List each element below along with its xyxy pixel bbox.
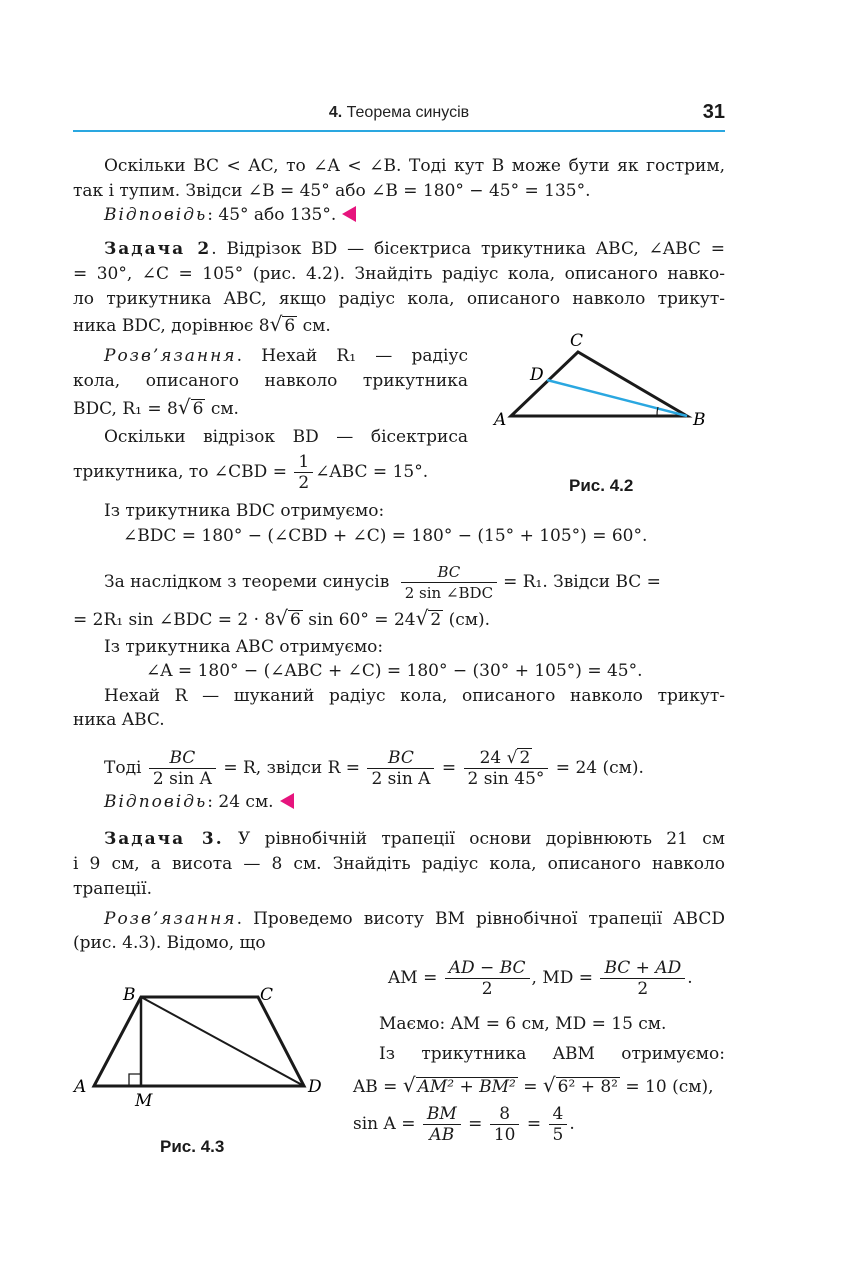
sol2-line-12: Нехай R — шуканий радіус кола, описаного навколо трикут- [104,686,725,706]
task2-text-4b: см. [302,316,331,336]
task3-label: Задача 3. [104,829,224,849]
figure-4-2 [490,330,720,440]
sol3-line-3: Маємо: AM = 6 см, MD = 15 см. [379,1014,667,1034]
label-c: C [260,985,274,1005]
denominator: 2 [637,979,649,999]
sol2-line-10: Із трикутника ABC отримуємо: [104,637,384,657]
chapter-title: Теорема синусів [346,104,470,121]
label-d: D [308,1077,322,1097]
sqrt-sign: √ [542,1073,556,1097]
sol2-line-14: Тоді $\frac{BC}{\text{2 sin A}}$ = R, звідси R = $\frac{BC}{\text{2 sin A}}$ = $\frac{24 √ 2}{2 \sin 45^\circ}$ = 24 (см). [104,748,644,789]
fraction-bm-ab [423,1104,461,1145]
formula-sina: sin A = [353,1114,416,1134]
sol3-line-5: AB = √ AM² + BM² = √ 6² + 8² = 10 (см), [353,1073,714,1097]
numerator: 24 √ 2 [464,748,549,769]
denominator: 2 sin A [371,769,431,789]
denominator: 2 [298,473,310,493]
formula-md: , MD = [531,968,594,988]
label-a: A [494,410,507,430]
label-a: A [74,1077,87,1097]
numerator: 8 [490,1104,520,1125]
denominator: 5 [552,1125,564,1145]
formula-ab: AB = [353,1077,398,1097]
sol3-line-2: (рис. 4.3). Відомо, що [73,933,266,953]
right-angle-mark [129,1074,141,1086]
task3-line-2: і 9 см, а висота — 8 см. Знайдіть радіус кола, описаного навколо [73,854,725,874]
figure-caption-4-3: Рис. 4.3 [160,1137,225,1156]
page-number: 31 [702,101,725,123]
page-header [73,100,725,132]
formula-end: . [687,968,693,988]
sol2-line-1 [104,345,468,367]
numerator-coef: 24 [479,748,502,768]
radicand: AM² + BM² [417,1077,516,1097]
numerator: BC [401,562,497,583]
fraction-one-half [294,452,313,493]
task2-line-3: ло трикутника ABC, якщо радіус кола, описаного навколо трикут- [73,289,725,309]
running-title [73,104,725,122]
sol3-line-4: Із трикутника ABM отримуємо: [379,1044,725,1064]
end-marker-icon [342,206,356,222]
sol2-text-14c: = 24 (см). [555,758,644,778]
sol2-line-4: Оскільки відрізок BD — бісектриса [104,427,468,447]
task2-text-4a: ника BDC, дорівнює 8 [73,316,270,336]
sqrt-sign: √ [402,1073,416,1097]
denominator: 2 sin 45° [467,769,545,789]
task2-line-1 [104,238,725,260]
sol2-line-3 [73,396,239,420]
task2-label: Задача 2 [104,239,212,259]
numerator: BM [423,1104,461,1125]
label-c: C [570,331,584,351]
denominator: 2 sin A [152,769,212,789]
sol2-text-3b: см. [210,399,239,419]
sol2-text-8a: За наслідком з теореми синусів [104,572,390,592]
sol2-line-13: ника ABC. [73,710,165,730]
radicand: 6 [284,316,296,336]
sol2-line-5 [73,452,428,493]
fraction-bc-over-2sinbdc [401,562,497,603]
fraction-8-10 [490,1104,520,1145]
fraction-ad-minus-bc [445,958,530,999]
task2-text-1: . Відрізок BD — бісектриса трикутника ABC, ∠ABC = [211,239,725,259]
sol2-text-5b: ∠ABC = 15°. [315,462,429,482]
p1-line-1: Оскільки BC < AC, то ∠A < ∠B. Тоді кут B може бути як гострим, [104,156,725,176]
sol2-text-9a: = 2R₁ sin ∠BDC = 2 · 8 [73,610,276,630]
formula-am: AM = [388,968,438,988]
task2-line-4 [73,313,331,337]
numerator: AD − BC [445,958,530,979]
sol2-line-6: Із трикутника BDC отримуємо: [104,501,385,521]
fraction-bc-over-2sina-2 [367,748,434,789]
numerator: BC [367,748,434,769]
radicand: 6² + 8² [557,1077,618,1097]
radicand: 6 [290,610,301,630]
task2-line-2: = 30°, ∠C = 105° (рис. 4.2). Знайдіть радіус кола, описаного навко- [73,264,725,284]
p1-answer [104,204,356,226]
sol2-text-3a: BDC, R₁ = 8 [73,399,178,419]
end-marker-icon [280,793,294,809]
task3-line-1 [104,828,725,850]
figure-4-3 [70,980,340,1110]
formula-ab-result: = 10 (см), [625,1077,714,1097]
answer-text: : 24 см. [207,792,274,812]
label-m: M [135,1091,153,1110]
numerator: 4 [549,1104,568,1125]
sol3-formula-1 [388,958,693,999]
sol2-line-2: кола, описаного навколо трикутника [73,371,468,391]
figure-caption-4-2: Рис. 4.2 [569,476,634,495]
fraction-bc-plus-ad [600,958,685,999]
sol2-line-8 [104,562,725,603]
radicand: 2 [519,748,531,768]
trapezoid-abcd [94,997,304,1086]
sqrt-sign: √ [177,395,191,419]
sol2-line-11: ∠A = 180° − (∠ABC + ∠C) = 180° − (30° + 105°) = 45°. [146,661,643,681]
sol2-text-9b: sin 60° = 24 [308,610,416,630]
sqrt-sign: √ [415,606,429,630]
task3-line-3: трапеції. [73,879,153,899]
answer-label: Відповідь [104,792,208,812]
fraction-bc-over-2sina [149,748,216,789]
numerator: BC [149,748,216,769]
sol2-text-9c: (см). [448,610,490,630]
solution-label: Розв’язання [104,909,237,929]
sol2-line-7: ∠BDC = 180° − (∠CBD + ∠C) = 180° − (15° + 105°) = 60°. [123,526,648,546]
denominator: 2 sin ∠BDC [404,584,494,602]
bisector-bd [547,380,687,416]
radicand: 2 [430,610,442,630]
label-b: B [123,985,136,1005]
denominator: 2 [481,979,493,999]
denominator: 10 [493,1125,516,1145]
fraction-4-5 [549,1104,568,1145]
p1-line-2: так і тупим. Звідси ∠B = 45° або ∠B = 180° − 45° = 135°. [73,181,591,201]
sol2-text-8b: = R₁. Звідси BC = [503,572,661,592]
chapter-number: 4. [328,104,343,121]
sol2-line-9 [73,607,490,631]
answer-label: Відповідь [104,205,208,225]
radicand: 6 [192,399,204,419]
label-d: D [530,365,544,385]
numerator: 1 [294,452,313,473]
sol3-line-6: sin A = $\frac{BM}{AB}$ = $\frac{8}{10}$ = $\frac{4}{5}$ . [353,1104,575,1145]
numerator: BC + AD [600,958,685,979]
task3-text-1: У рівнобічній трапеції основи дорівнюють 21 см [237,829,725,849]
sol3-line-1 [104,908,725,930]
sol2-answer [104,791,294,813]
sol2-text-14b: = R, звідси R = [223,758,361,778]
sol3-text-1: . Проведемо висоту BM рівнобічної трапеції ABCD [236,909,725,929]
sol2-text-5a: трикутника, то ∠CBD = [73,462,287,482]
sol2-text-14a: Тоді [104,758,142,778]
fraction-24sqrt2-over-2sin45 [464,748,549,789]
answer-text: : 45° або 135°. [207,205,337,225]
solution-label: Розв’язання [104,346,237,366]
sqrt-sign: √ [275,606,289,630]
sol2-text-1: . Нехай R₁ — радіус [236,346,468,366]
denominator: AB [429,1125,455,1145]
sqrt-sign: √ [269,312,283,336]
label-b: B [693,410,706,430]
